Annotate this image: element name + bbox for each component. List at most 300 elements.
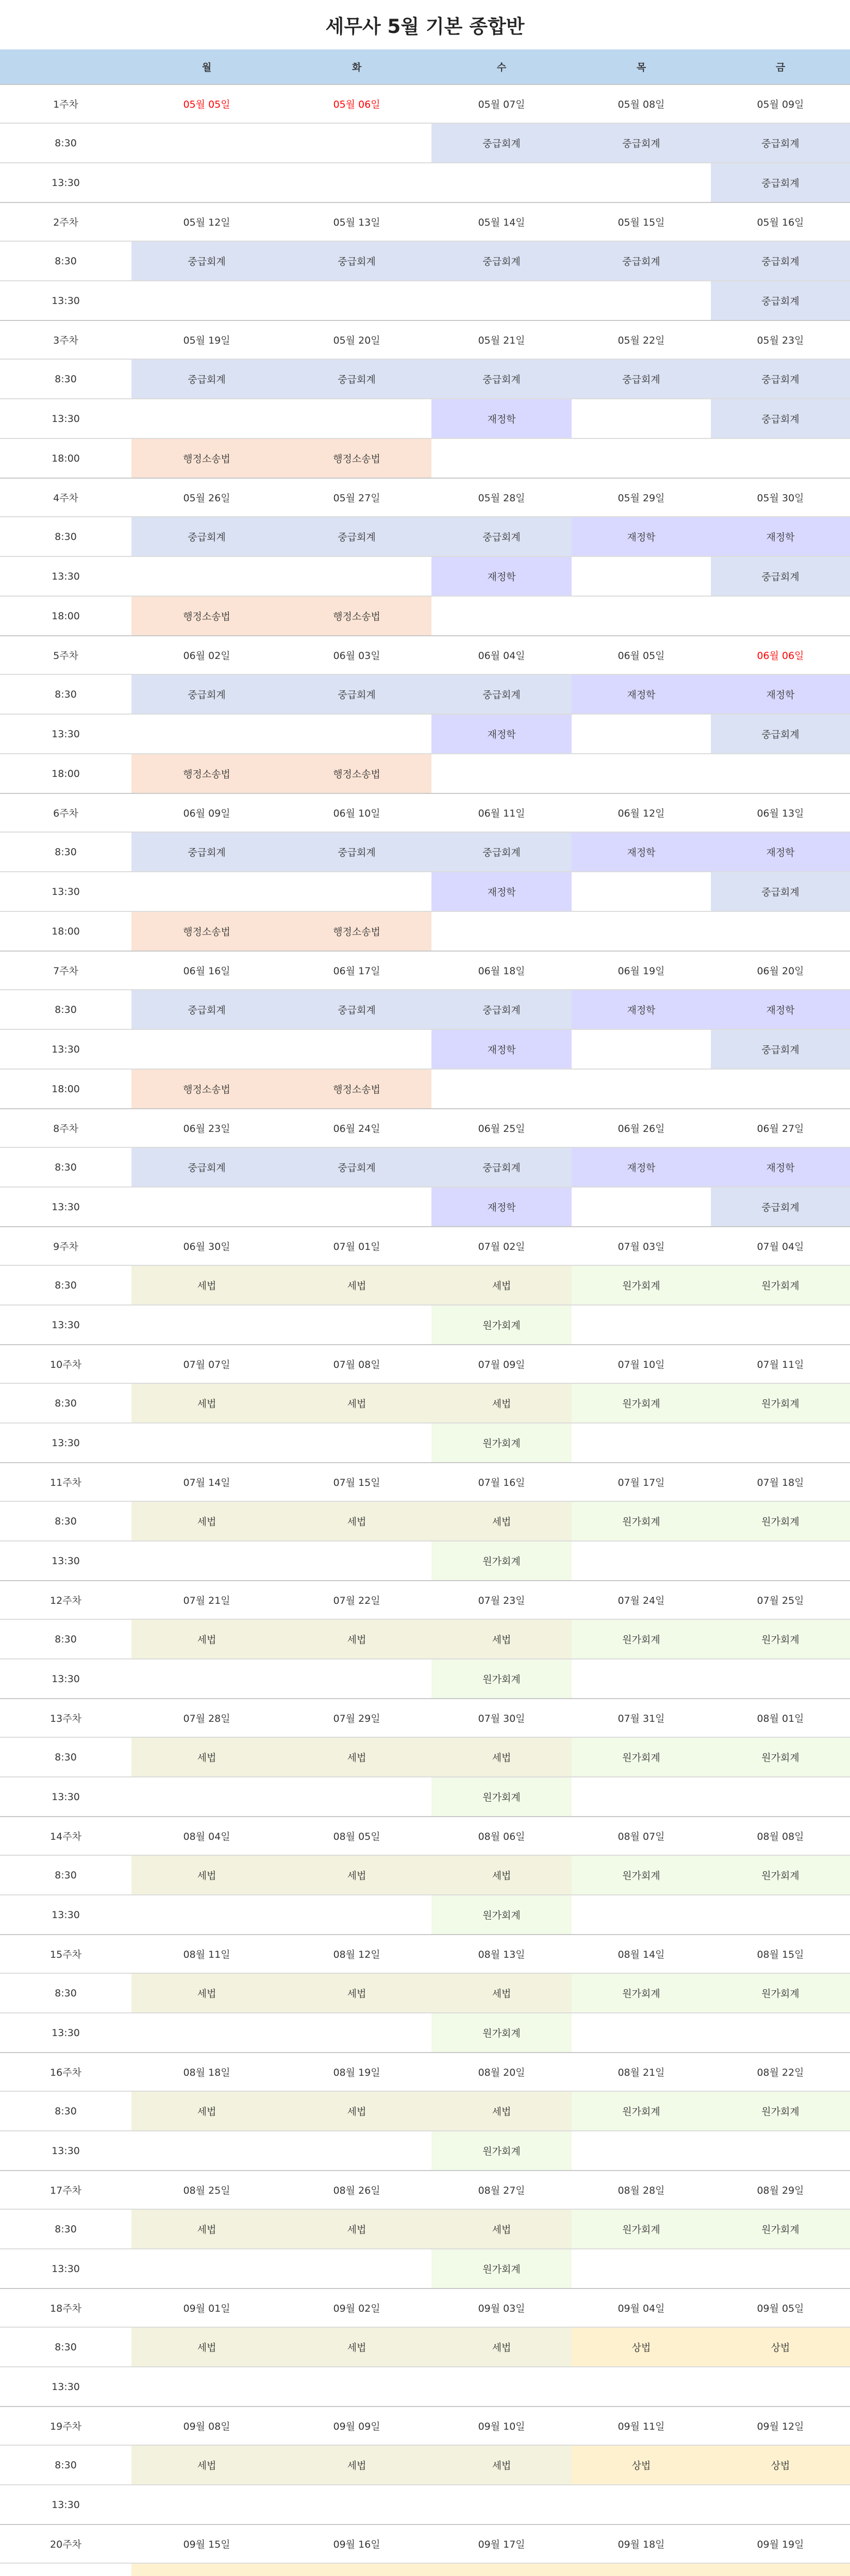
class-cell	[282, 1895, 431, 1934]
class-cell: 세법	[431, 1266, 572, 1304]
time-label: 8:30	[55, 688, 77, 700]
class-cell	[282, 2249, 431, 2288]
week-row	[0, 320, 850, 359]
date-cell: 06월 19일	[618, 965, 665, 977]
time-label: 13:30	[52, 886, 80, 897]
time-label: 13:30	[52, 2499, 80, 2511]
time-label	[0, 2564, 131, 2576]
week-label: 18주차	[50, 2303, 81, 2314]
class-cell: 세법	[131, 2092, 282, 2130]
date-cell: 05월 07일	[478, 99, 525, 110]
class-cell	[282, 1423, 431, 1462]
date-cell: 07월 17일	[618, 1477, 665, 1488]
class-cell	[572, 912, 711, 951]
time-slot-row	[0, 2091, 850, 2130]
date-cell: 08월 13일	[478, 1949, 525, 1960]
date-cell: 08월 25일	[183, 2185, 230, 2196]
date-cell: 09월 18일	[618, 2539, 665, 2550]
week-row	[0, 2406, 850, 2445]
date-cell: 07월 21일	[183, 1595, 230, 1606]
class-cell	[131, 872, 282, 911]
week-row	[0, 1816, 850, 1855]
date-cell: 05월 27일	[333, 493, 380, 504]
week-label: 9주차	[53, 1241, 78, 1252]
class-cell	[572, 557, 711, 596]
date-cell: 08월 29일	[757, 2185, 804, 2196]
time-slot-row	[0, 596, 850, 635]
class-cell	[282, 1541, 431, 1580]
week-row	[0, 951, 850, 989]
date-cell: 06월 13일	[757, 808, 804, 819]
class-cell	[572, 439, 711, 478]
class-cell: 중급회계	[282, 242, 431, 280]
class-cell: 원가회계	[431, 1306, 572, 1344]
date-cell: 07월 03일	[618, 1241, 665, 1252]
date-cell: 05월 15일	[618, 217, 665, 228]
class-cell: 세법	[282, 2210, 431, 2248]
date-cell: 06월 18일	[478, 965, 525, 977]
class-cell: 중급회계	[282, 990, 431, 1029]
time-label: 8:30	[55, 2105, 77, 2117]
class-cell: 세법	[131, 1266, 282, 1304]
class-cell: 세법	[431, 2328, 572, 2366]
class-cell: 원가회계	[711, 1502, 850, 1540]
time-slot-row	[0, 674, 850, 714]
class-cell: 원가회계	[431, 1541, 572, 1580]
class-cell: 세법	[431, 1738, 572, 1776]
class-cell	[431, 2367, 572, 2406]
time-label: 8:30	[55, 137, 77, 149]
class-cell: 재정학	[431, 872, 572, 911]
class-cell: 중급회계	[131, 360, 282, 398]
time-label: 8:30	[55, 1161, 77, 1173]
class-cell: 재정학	[572, 833, 711, 871]
class-cell: 원가회계	[711, 2210, 850, 2248]
class-cell: 중급회계	[131, 242, 282, 280]
date-cell: 08월 19일	[333, 2067, 380, 2078]
class-cell: 세법	[131, 2328, 282, 2366]
class-cell: 중급회계	[131, 675, 282, 714]
time-label: 13:30	[52, 1201, 80, 1213]
date-cell: 08월 21일	[618, 2067, 665, 2078]
date-cell: 05월 09일	[757, 99, 804, 110]
class-cell: 세법	[431, 1856, 572, 1894]
date-cell: 05월 19일	[183, 335, 230, 346]
time-slot-row	[0, 832, 850, 871]
class-cell	[282, 1777, 431, 1816]
date-cell: 06월 02일	[183, 650, 230, 662]
class-cell	[572, 2131, 711, 2170]
time-label: 13:30	[52, 1791, 80, 1803]
time-slot-row	[0, 714, 850, 753]
class-cell: 세법	[131, 2446, 282, 2484]
class-cell: 세법	[282, 2328, 431, 2366]
page-title: 세무사 5월 기본 종합반	[325, 15, 525, 38]
date-cell: 06월 03일	[333, 650, 380, 662]
date-cell: 07월 10일	[618, 1359, 665, 1370]
class-cell: 재정학	[711, 675, 850, 714]
class-cell: 세법	[282, 2446, 431, 2484]
class-cell	[131, 1659, 282, 1698]
date-cell: 09월 16일	[333, 2539, 380, 2550]
date-cell: 07월 02일	[478, 1241, 525, 1252]
class-cell: 원가회계	[711, 1384, 850, 1422]
class-cell	[282, 1030, 431, 1069]
class-cell	[282, 715, 431, 753]
class-cell: 중급회계	[431, 124, 572, 162]
class-cell: 세법	[431, 1974, 572, 2012]
time-slot-row	[0, 1658, 850, 1698]
date-cell: 08월 12일	[333, 1949, 380, 1960]
week-row	[0, 1226, 850, 1265]
class-cell: 행정소송법	[282, 754, 431, 793]
class-cell: 행정소송법	[131, 912, 282, 951]
date-cell: 09월 03일	[478, 2303, 525, 2314]
class-cell: 중급회계	[711, 163, 850, 202]
class-cell: 중급회계	[711, 1188, 850, 1226]
date-cell: 09월 12일	[757, 2421, 804, 2432]
class-cell: 원가회계	[572, 1384, 711, 1422]
class-cell: 중급회계	[572, 124, 711, 162]
class-cell: 원가회계	[711, 1266, 850, 1304]
time-label: 13:30	[52, 1555, 80, 1567]
date-cell: 05월 30일	[757, 493, 804, 504]
time-label: 8:30	[55, 846, 77, 858]
date-cell: 08월 15일	[757, 1949, 804, 1960]
class-cell: 원가회계	[431, 2013, 572, 2052]
time-label: 13:30	[52, 2381, 80, 2393]
class-cell	[572, 163, 711, 202]
time-label: 13:30	[52, 1043, 80, 1055]
time-label: 13:30	[52, 413, 80, 425]
date-cell: 07월 04일	[757, 1241, 804, 1252]
class-cell	[572, 1659, 711, 1698]
class-cell	[711, 1423, 850, 1462]
day-header-mon: 월	[202, 62, 212, 73]
class-cell: 원가회계	[431, 1659, 572, 1698]
week-label: 16주차	[50, 2067, 81, 2078]
time-label: 8:30	[55, 1633, 77, 1645]
time-slot-row	[0, 280, 850, 320]
class-cell: 원가회계	[572, 1266, 711, 1304]
class-cell: 세법	[282, 1266, 431, 1304]
class-cell	[572, 872, 711, 911]
class-cell: 중급회계	[711, 1030, 850, 1069]
date-cell: 06월 30일	[183, 1241, 230, 1252]
week-label: 3주차	[53, 335, 78, 346]
week-row	[0, 2524, 850, 2563]
class-cell: 중급회계	[431, 833, 572, 871]
week-row	[0, 1698, 850, 1737]
schedule-body	[0, 84, 850, 2576]
time-label: 18:00	[52, 768, 80, 779]
class-cell: 행정소송법	[131, 1070, 282, 1108]
date-cell: 07월 30일	[478, 1713, 525, 1724]
class-cell: 재정학	[431, 1030, 572, 1069]
time-label: 8:30	[55, 1397, 77, 1409]
time-slot-row	[0, 1973, 850, 2012]
date-cell: 07월 11일	[757, 1359, 804, 1370]
class-cell: 중급회계	[131, 990, 282, 1029]
class-cell: 중급회계	[711, 872, 850, 911]
date-cell: 09월 02일	[333, 2303, 380, 2314]
date-cell: 08월 14일	[618, 1949, 665, 1960]
class-cell	[282, 163, 431, 202]
date-cell: 07월 09일	[478, 1359, 525, 1370]
class-cell: 세법	[282, 1384, 431, 1422]
class-cell: 세법	[282, 2092, 431, 2130]
class-cell: 세법	[282, 1974, 431, 2012]
date-cell: 09월 10일	[478, 2421, 525, 2432]
time-slot-row	[0, 438, 850, 478]
class-cell	[431, 2564, 572, 2576]
class-cell: 재정학	[431, 715, 572, 753]
class-cell	[711, 597, 850, 635]
class-cell: 세법	[431, 2210, 572, 2248]
time-label: 8:30	[55, 1004, 77, 1015]
week-row	[0, 1344, 850, 1383]
class-cell: 원가회계	[572, 1974, 711, 2012]
class-cell	[572, 597, 711, 635]
week-label: 4주차	[53, 493, 78, 504]
day-header-fri: 금	[775, 62, 786, 73]
time-label: 13:30	[52, 1319, 80, 1331]
class-cell	[282, 2131, 431, 2170]
time-slot-row	[0, 2209, 850, 2248]
date-cell: 06월 26일	[618, 1123, 665, 1134]
class-cell	[572, 399, 711, 438]
time-slot-row	[0, 1540, 850, 1580]
class-cell	[131, 281, 282, 320]
class-cell	[431, 439, 572, 478]
class-cell	[711, 1306, 850, 1344]
time-label: 13:30	[52, 2027, 80, 2039]
date-cell: 06월 17일	[333, 965, 380, 977]
date-cell: 08월 28일	[618, 2185, 665, 2196]
date-cell: 09월 08일	[183, 2421, 230, 2432]
class-cell	[572, 1777, 711, 1816]
date-cell: 05월 21일	[478, 335, 525, 346]
class-cell	[282, 399, 431, 438]
time-slot-row	[0, 2248, 850, 2288]
time-label: 8:30	[55, 2341, 77, 2353]
date-cell: 09월 15일	[183, 2539, 230, 2550]
time-label: 8:30	[55, 1751, 77, 1763]
class-cell	[131, 1030, 282, 1069]
class-cell	[131, 124, 282, 162]
time-label: 8:30	[55, 1515, 77, 1527]
week-label: 13주차	[50, 1713, 81, 1724]
class-cell: 원가회계	[431, 1423, 572, 1462]
class-cell: 중급회계	[131, 1148, 282, 1187]
class-cell: 중급회계	[711, 124, 850, 162]
class-cell: 세법	[282, 1856, 431, 1894]
date-cell: 05월 26일	[183, 493, 230, 504]
date-cell: 07월 24일	[618, 1595, 665, 1606]
time-label: 8:30	[55, 2459, 77, 2471]
class-cell: 중급회계	[431, 675, 572, 714]
time-slot-row	[0, 359, 850, 398]
class-cell	[131, 2249, 282, 2288]
class-cell: 행정소송법	[131, 597, 282, 635]
time-slot-row	[0, 123, 850, 162]
class-cell: 중급회계	[711, 281, 850, 320]
time-slot-row	[0, 162, 850, 202]
class-cell: 원가회계	[431, 2249, 572, 2288]
date-cell: 07월 22일	[333, 1595, 380, 1606]
class-cell: 세법	[431, 2446, 572, 2484]
class-cell	[572, 2249, 711, 2288]
class-cell: 원가회계	[711, 1620, 850, 1658]
time-slot-row	[0, 1776, 850, 1816]
time-label: 8:30	[55, 373, 77, 385]
time-slot-row	[0, 871, 850, 911]
date-cell: 09월 05일	[757, 2303, 804, 2314]
class-cell	[572, 1541, 711, 1580]
class-cell: 중급회계	[711, 399, 850, 438]
date-cell: 05월 20일	[333, 335, 380, 346]
class-cell: 재정학	[711, 517, 850, 556]
time-label: 8:30	[55, 2223, 77, 2235]
time-label: 18:00	[52, 1083, 80, 1095]
class-cell	[572, 2564, 711, 2576]
time-slot-row	[0, 1029, 850, 1069]
week-label: 5주차	[53, 650, 78, 662]
class-cell: 중급회계	[282, 1148, 431, 1187]
class-cell	[572, 1306, 711, 1344]
class-cell: 재정학	[431, 557, 572, 596]
class-cell	[131, 715, 282, 753]
date-cell: 09월 19일	[757, 2539, 804, 2550]
class-cell: 세법	[131, 1620, 282, 1658]
class-cell	[572, 1423, 711, 1462]
class-cell: 재정학	[572, 1148, 711, 1187]
week-row	[0, 1580, 850, 1619]
time-slot-row	[0, 2484, 850, 2524]
class-cell: 중급회계	[131, 833, 282, 871]
class-cell: 세법	[131, 1502, 282, 1540]
date-cell: 08월 04일	[183, 1831, 230, 1842]
class-cell: 중급회계	[572, 360, 711, 398]
week-label: 19주차	[50, 2421, 81, 2432]
time-slot-row	[0, 753, 850, 793]
class-cell	[711, 1895, 850, 1934]
week-row	[0, 2170, 850, 2209]
class-cell	[711, 2249, 850, 2288]
class-cell	[572, 715, 711, 753]
date-cell: 06월 04일	[478, 650, 525, 662]
class-cell: 상법	[572, 2446, 711, 2484]
week-label: 8주차	[53, 1123, 78, 1134]
week-row	[0, 478, 850, 516]
week-label: 10주차	[50, 1359, 81, 1370]
week-label: 20주차	[50, 2539, 81, 2550]
date-cell: 06월 24일	[333, 1123, 380, 1134]
date-cell: 06월 25일	[478, 1123, 525, 1134]
class-cell: 원가회계	[711, 1856, 850, 1894]
date-cell: 06월 10일	[333, 808, 380, 819]
class-cell	[282, 1188, 431, 1226]
date-cell: 06월 27일	[757, 1123, 804, 1134]
time-label: 18:00	[52, 610, 80, 622]
class-cell: 재정학	[572, 517, 711, 556]
week-label: 6주차	[53, 808, 78, 819]
class-cell: 상법	[572, 2328, 711, 2366]
class-cell: 재정학	[572, 990, 711, 1029]
time-label: 13:30	[52, 2145, 80, 2157]
week-row	[0, 635, 850, 674]
time-label: 18:00	[52, 452, 80, 464]
date-cell: 08월 06일	[478, 1831, 525, 1842]
class-cell: 원가회계	[711, 1974, 850, 2012]
week-row	[0, 1108, 850, 1147]
class-cell: 세법	[282, 1738, 431, 1776]
class-cell	[431, 1070, 572, 1108]
week-row	[0, 84, 850, 123]
time-slot-row	[0, 2366, 850, 2406]
week-label: 2주차	[53, 217, 78, 228]
class-cell	[282, 2564, 431, 2576]
time-label: 13:30	[52, 1673, 80, 1685]
time-label: 8:30	[55, 1987, 77, 1999]
header-corner	[0, 49, 131, 84]
time-slot-row	[0, 1894, 850, 1934]
class-cell	[711, 1777, 850, 1816]
class-cell: 상법	[711, 2446, 850, 2484]
time-slot-row	[0, 516, 850, 556]
class-cell	[431, 597, 572, 635]
date-cell: 08월 11일	[183, 1949, 230, 1960]
time-slot-row	[0, 1422, 850, 1462]
class-cell	[711, 1659, 850, 1698]
time-slot-row	[0, 1501, 850, 1540]
class-cell	[282, 872, 431, 911]
class-cell: 세법	[131, 1856, 282, 1894]
class-cell	[711, 2013, 850, 2052]
time-slot-row	[0, 398, 850, 438]
date-cell: 09월 17일	[478, 2539, 525, 2550]
class-cell	[282, 1306, 431, 1344]
date-cell: 05월 29일	[618, 493, 665, 504]
class-cell: 중급회계	[711, 557, 850, 596]
class-cell: 행정소송법	[282, 439, 431, 478]
week-label: 15주차	[50, 1949, 81, 1960]
date-cell: 08월 22일	[757, 2067, 804, 2078]
time-label: 13:30	[52, 570, 80, 582]
week-label: 11주차	[50, 1477, 81, 1488]
class-cell	[572, 2013, 711, 2052]
date-cell: 05월 05일	[183, 99, 230, 110]
time-slot-row	[0, 911, 850, 951]
date-cell: 06월 06일	[757, 650, 804, 662]
class-cell	[282, 2367, 431, 2406]
class-cell	[572, 754, 711, 793]
class-cell	[131, 1777, 282, 1816]
date-cell: 07월 25일	[757, 1595, 804, 1606]
time-label: 13:30	[52, 295, 80, 307]
class-cell	[282, 281, 431, 320]
class-cell: 중급회계	[131, 517, 282, 556]
class-cell	[131, 1423, 282, 1462]
class-cell	[282, 557, 431, 596]
class-cell	[572, 2485, 711, 2524]
class-cell: 원가회계	[431, 2131, 572, 2170]
class-cell	[131, 2131, 282, 2170]
time-slot-row	[0, 1855, 850, 1894]
date-cell: 07월 18일	[757, 1477, 804, 1488]
date-cell: 08월 18일	[183, 2067, 230, 2078]
week-row	[0, 1462, 850, 1501]
